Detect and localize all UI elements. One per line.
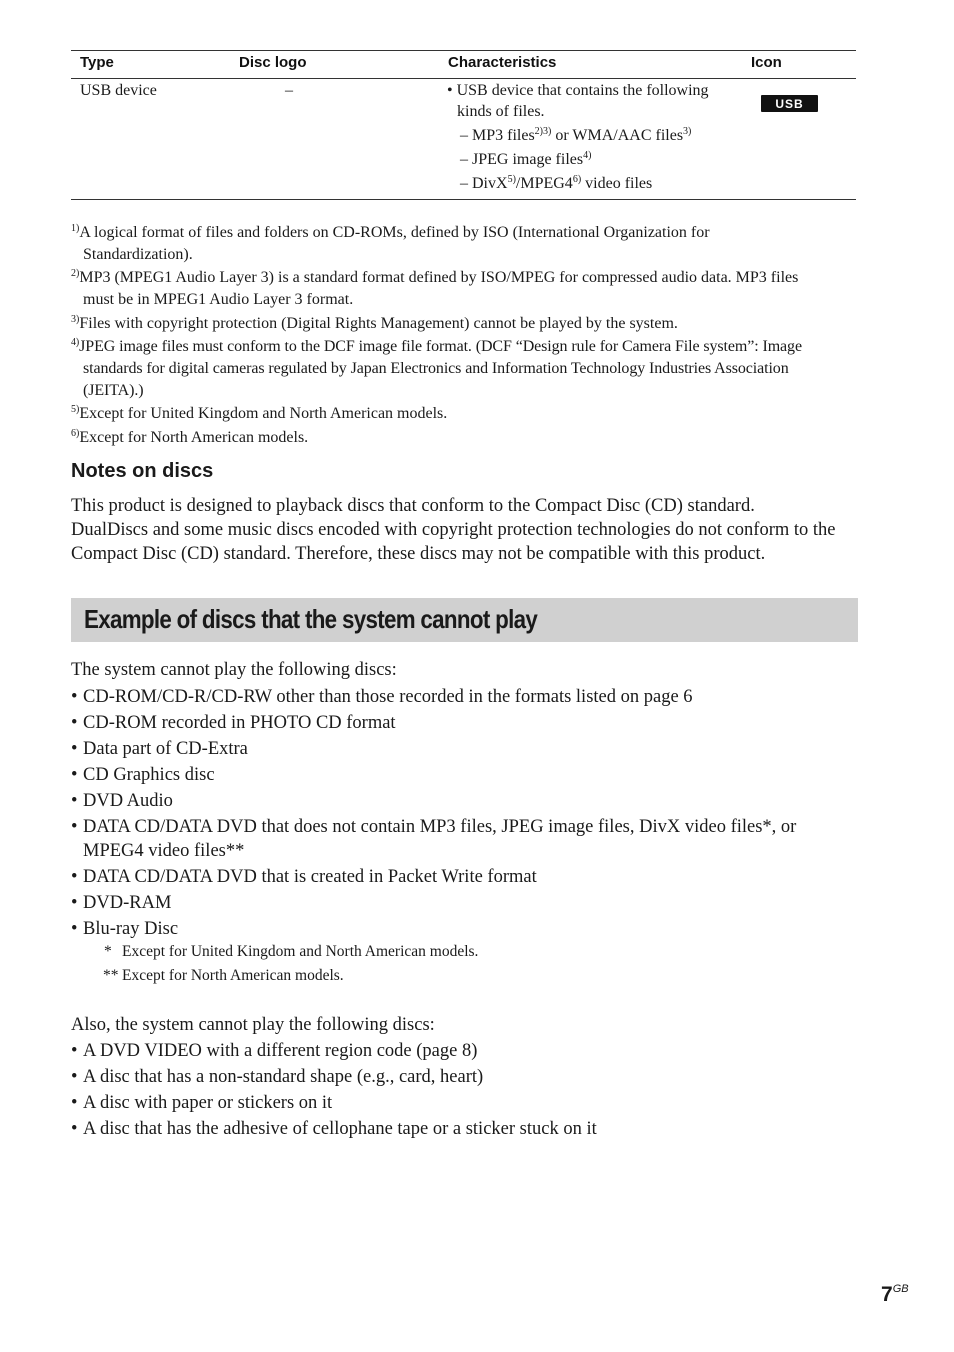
list-item: • A disc that has a non-standard shape (e.g., card, heart) <box>71 1067 484 1087</box>
list-item: • A DVD VIDEO with a different region code (page 8) <box>71 1041 478 1061</box>
characteristics-mp3: – MP3 files$^{2)3)}$ or WMA/AAC files$^{3)}$ <box>460 126 692 144</box>
footnote-1: $^{1)}$A logical format of files and folders on CD-ROMs, defined by ISO (International Organization for Standardization). <box>71 223 710 263</box>
characteristics-line-1: • USB device that contains the following <box>447 82 709 99</box>
list-item: • CD-ROM recorded in PHOTO CD format <box>71 713 396 733</box>
list-item: • A disc with paper or stickers on it <box>71 1093 333 1113</box>
table-header-type: Type <box>80 54 114 71</box>
list-item: • Data part of CD-Extra <box>71 739 248 759</box>
notes-heading: Notes on discs <box>71 460 214 482</box>
list-item: • CD Graphics disc <box>71 765 215 785</box>
footnote-5: $^{5)}$Except for United Kingdom and North American models. <box>71 404 448 422</box>
list-item: • DVD Audio <box>71 791 173 811</box>
table-cell-disc-logo: – <box>285 82 293 99</box>
characteristics-divx: – DivX$^{5)}$/MPEG4$^{6)}$ video files <box>460 174 653 192</box>
list-note-1-mark: * <box>104 943 112 960</box>
footnote-4: $^{4)}$JPEG image files must conform to the DCF image file format. (DCF “Design rule for Camera File system”: Image standards for digital cameras regulated by Japan Electronics and Information Technology Industries Association (JEITA).) <box>71 337 802 399</box>
list-item: • DATA CD/DATA DVD that does not contain MP3 files, JPEG image files, DivX video files*, or MPEG4 video files** <box>71 817 797 861</box>
notes-line-2: DualDiscs and some music discs encoded with copyright protection technologies do not conform to the <box>71 520 836 540</box>
notes-line-3: Compact Disc (CD) standard. Therefore, these discs may not be compatible with this product. <box>71 544 766 564</box>
table-top-rule <box>71 50 856 51</box>
table-bottom-rule <box>71 199 856 200</box>
table-header-rule <box>71 78 856 79</box>
table-cell-type: USB device <box>80 82 157 99</box>
list-item: • Blu-ray Disc <box>71 919 179 939</box>
section-title: Example of discs that the system cannot play <box>84 604 538 634</box>
table-header-characteristics: Characteristics <box>448 54 557 71</box>
notes-line-1: This product is designed to playback discs that conform to the Compact Disc (CD) standard. <box>71 496 755 516</box>
characteristics-jpeg: – JPEG image files$^{4)}$ <box>460 150 592 168</box>
table-header-disc-logo: Disc logo <box>239 54 307 71</box>
section-intro-2: Also, the system cannot play the following discs: <box>71 1015 435 1035</box>
list-note-2: Except for North American models. <box>122 967 344 984</box>
footnote-3: $^{3)}$Files with copyright protection (Digital Rights Management) cannot be played by the system. <box>71 314 678 332</box>
footnote-6: $^{6)}$Except for North American models. <box>71 428 309 446</box>
list-item: • DVD-RAM <box>71 893 172 913</box>
list-note-2-mark: ** <box>103 967 119 984</box>
usb-icon: USB <box>761 95 818 112</box>
section-banner <box>71 598 858 642</box>
list-note-1: Except for United Kingdom and North American models. <box>122 943 479 960</box>
section-intro: The system cannot play the following discs: <box>71 660 397 680</box>
list-item: • A disc that has the adhesive of cellophane tape or a sticker stuck on it <box>71 1119 597 1139</box>
table-header-icon: Icon <box>751 54 782 71</box>
list-item: • CD-ROM/CD-R/CD-RW other than those recorded in the formats listed on page 6 <box>71 687 693 707</box>
list-item: • DATA CD/DATA DVD that is created in Packet Write format <box>71 867 537 887</box>
characteristics-line-2: kinds of files. <box>457 103 545 120</box>
page-number: $7^{GB}$ <box>881 1283 909 1306</box>
footnote-2: $^{2)}$MP3 (MPEG1 Audio Layer 3) is a standard format defined by ISO/MPEG for compressed audio data. MP3 files must be in MPEG1 Audio Layer 3 format. <box>71 268 799 308</box>
